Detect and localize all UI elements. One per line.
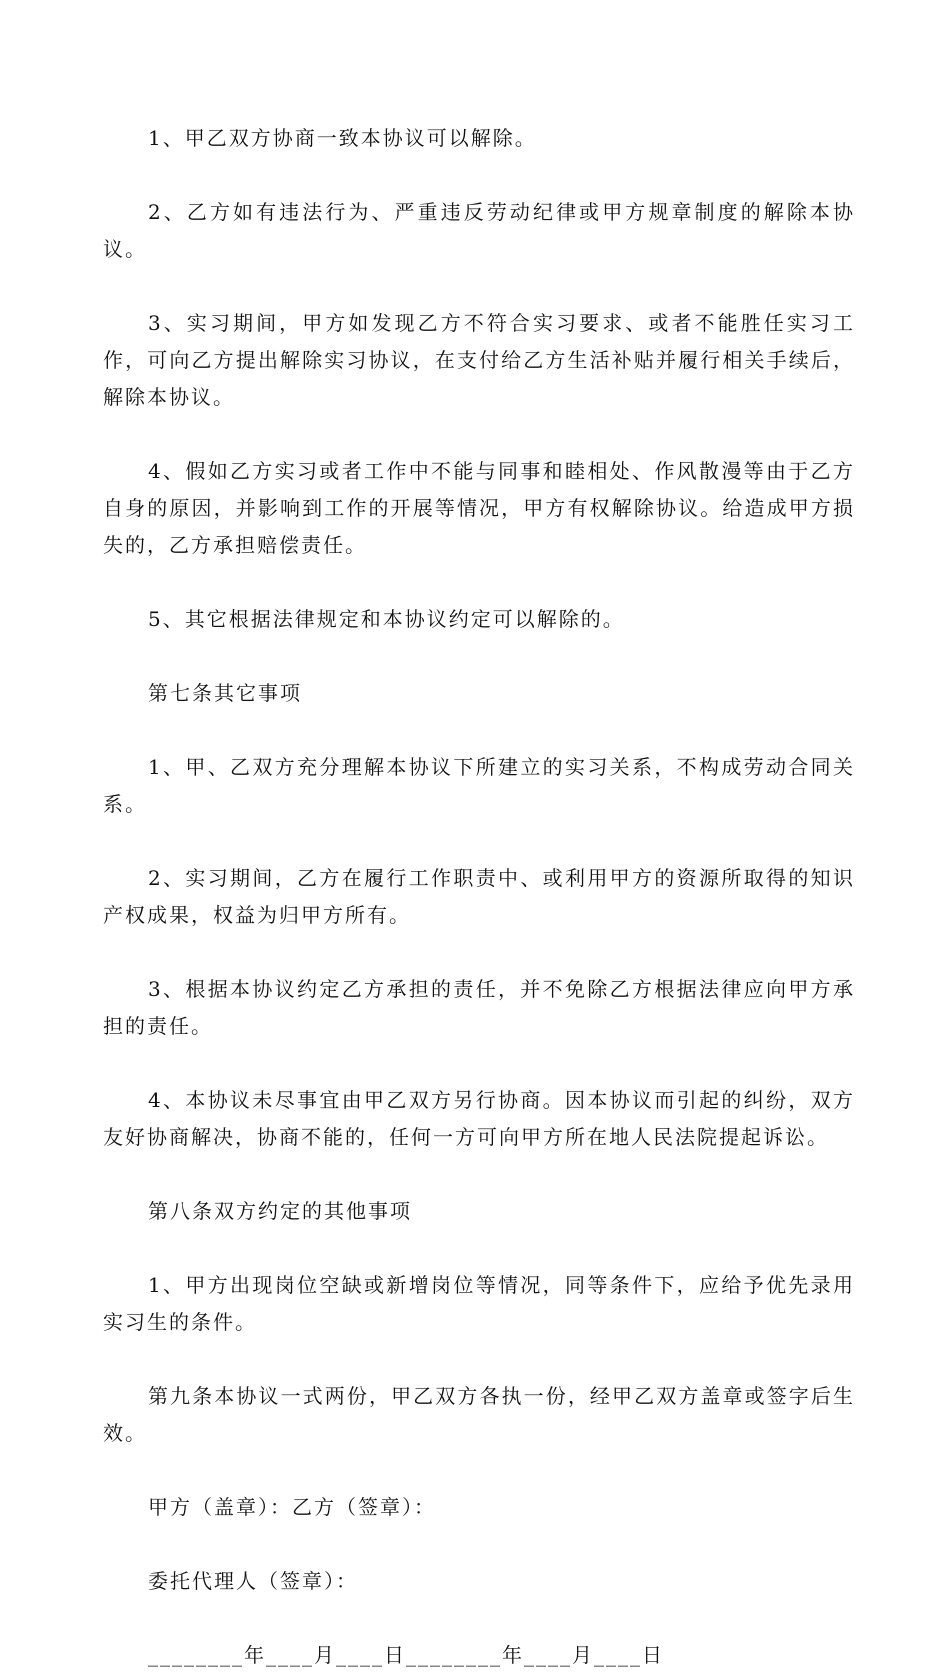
article-7-item-4: 4、本协议未尽事宜由甲乙双方另行协商。因本协议而引起的纠纷，双方友好协商解决，协商不能的，任何一方可向甲方所在地人民法院提起诉讼。 xyxy=(103,1088,855,1149)
clause-termination-2: 2、乙方如有违法行为、严重违反劳动纪律或甲方规章制度的解除本协议。 xyxy=(103,200,855,261)
article-7-item-2: 2、实习期间，乙方在履行工作职责中、或利用甲方的资源所取得的知识产权成果，权益为归甲方所有。 xyxy=(103,866,855,927)
article-9: 第九条本协议一式两份，甲乙双方各执一份，经甲乙双方盖章或签字后生效。 xyxy=(103,1384,855,1445)
article-7-heading: 第七条其它事项 xyxy=(148,681,302,705)
clause-termination-5: 5、其它根据法律规定和本协议约定可以解除的。 xyxy=(148,607,625,631)
document-body xyxy=(103,120,855,1674)
article-8-heading: 第八条双方约定的其他事项 xyxy=(148,1199,412,1223)
clause-termination-4: 4、假如乙方实习或者工作中不能与同事和睦相处、作风散漫等由于乙方自身的原因，并影响到工作的开展等情况，甲方有权解除协议。给造成甲方损失的，乙方承担赔偿责任。 xyxy=(103,459,855,557)
date-line: ________年____月____日________年____月____日 xyxy=(148,1643,664,1667)
article-7-item-1: 1、甲、乙双方充分理解本协议下所建立的实习关系，不构成劳动合同关系。 xyxy=(103,755,855,816)
article-8-item-1: 1、甲方出现岗位空缺或新增岗位等情况，同等条件下，应给予优先录用实习生的条件。 xyxy=(103,1273,855,1334)
signature-parties: 甲方（盖章）：乙方（签章）： xyxy=(148,1495,436,1519)
signature-agent: 委托代理人（签章）： xyxy=(148,1569,358,1593)
clause-termination-3: 3、实习期间，甲方如发现乙方不符合实习要求、或者不能胜任实习工作，可向乙方提出解除实习协议，在支付给乙方生活补贴并履行相关手续后，解除本协议。 xyxy=(103,311,855,409)
clause-termination-1: 1、甲乙双方协商一致本协议可以解除。 xyxy=(148,126,537,150)
article-7-item-3: 3、根据本协议约定乙方承担的责任，并不免除乙方根据法律应向甲方承担的责任。 xyxy=(103,977,855,1038)
